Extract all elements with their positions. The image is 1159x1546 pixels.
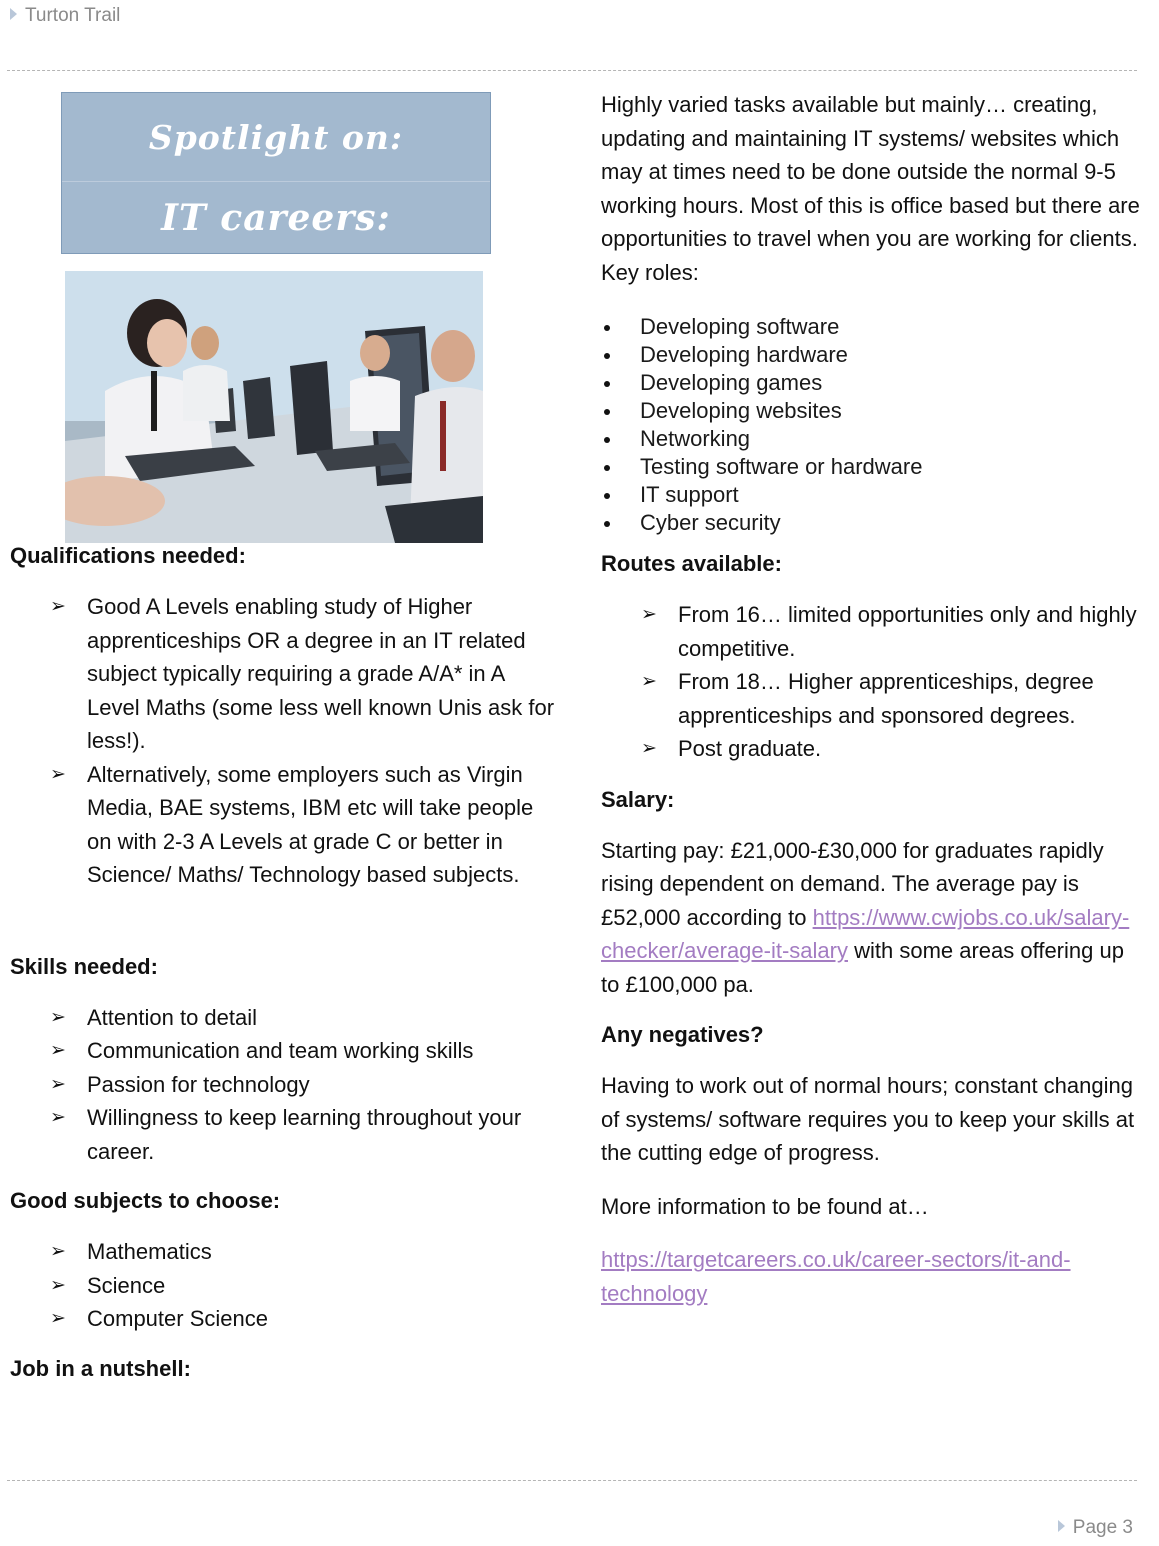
right-column	[601, 88, 1141, 1310]
office-photo-illustration	[65, 271, 483, 543]
negatives-heading: Any negatives?	[601, 1022, 764, 1047]
more-info-paragraph	[601, 1243, 1141, 1310]
qualifications-heading: Qualifications needed:	[10, 543, 246, 568]
spotlight-banner	[61, 92, 491, 254]
subject-item: ➢ Mathematics	[10, 1235, 560, 1269]
routes-heading: Routes available:	[601, 551, 782, 576]
header-marker-icon	[10, 8, 17, 20]
salary-paragraph	[601, 834, 1141, 1002]
role-item: Developing software	[601, 313, 1141, 341]
route-item: ➢ From 18… Higher apprenticeships, degree apprenticeships and sponsored degrees.	[601, 665, 1141, 732]
salary-text-after: with some areas offering up to £100,000 pa.	[601, 938, 1124, 997]
spotlight-title: Spotlight on:	[148, 117, 404, 157]
salary-text-before: Starting pay: £21,000-£30,000 for graduates rapidly rising dependent on demand. The average pay is £52,000 according to	[601, 837, 1104, 930]
footer-divider	[7, 1480, 1137, 1481]
qualification-item: ➢ Good A Levels enabling study of Higher apprenticeships OR a degree in an IT related subject typically requiring a grade A/A* in A Level Maths (some less well known Unis ask for less!).	[10, 590, 560, 758]
office-photo	[65, 271, 483, 543]
header-divider	[7, 70, 1137, 71]
subjects-heading: Good subjects to choose:	[10, 1188, 281, 1213]
header-title: Turton Trail	[25, 5, 121, 26]
skills-heading: Skills needed:	[10, 953, 158, 979]
role-item: Developing hardware	[601, 341, 1141, 369]
skill-item: ➢ Willingness to keep learning throughout your career.	[10, 1101, 560, 1168]
more-info-link[interactable]: https://targetcareers.co.uk/career-sectors/it-and-technology	[601, 1247, 1071, 1306]
route-item: ➢ Post graduate.	[601, 732, 1141, 766]
left-column	[10, 92, 560, 1382]
qualifications-list	[10, 590, 560, 892]
role-item: IT support	[601, 481, 1141, 509]
skill-item: ➢ Passion for technology	[10, 1068, 560, 1102]
intro-paragraph: Highly varied tasks available but mainly… creating, updating and maintaining IT systems/ websites which may at times need to be done outside the normal 9-5 working hours. Most of this is office based but there are opportunities to travel when you are working for clients. Key roles:	[601, 92, 1140, 285]
subject-item: ➢ Computer Science	[10, 1302, 560, 1336]
skill-item: ➢ Attention to detail	[10, 1001, 560, 1035]
role-item: Cyber security	[601, 509, 1141, 537]
nutshell-heading: Job in a nutshell:	[10, 1355, 191, 1381]
role-item: Networking	[601, 425, 1141, 453]
document-footer	[1058, 1517, 1133, 1539]
subjects-list	[10, 1235, 560, 1336]
skill-item: ➢ Communication and team working skills	[10, 1034, 560, 1068]
qualification-item: ➢ Alternatively, some employers such as Virgin Media, BAE systems, IBM etc will take people on with 2-3 A Levels at grade C or better in Science/ Maths/ Technology based subjects.	[10, 758, 560, 892]
routes-list	[601, 598, 1141, 766]
skills-list	[10, 1001, 560, 1169]
role-item: Testing software or hardware	[601, 453, 1141, 481]
salary-link[interactable]: https://www.cwjobs.co.uk/salary-checker/average-it-salary	[601, 904, 1130, 963]
document-header	[10, 5, 120, 27]
role-item: Developing games	[601, 369, 1141, 397]
salary-heading: Salary:	[601, 786, 675, 812]
subject-item: ➢ Science	[10, 1269, 560, 1303]
spotlight-subtitle: IT careers:	[161, 196, 391, 239]
roles-list	[601, 313, 1141, 537]
negatives-paragraph: Having to work out of normal hours; constant changing of systems/ software requires you to keep your skills at the cutting edge of progress.	[601, 1073, 1135, 1165]
more-info-text: More information to be found at…	[601, 1193, 929, 1219]
footer-marker-icon	[1058, 1520, 1065, 1532]
role-item: Developing websites	[601, 397, 1141, 425]
route-item: ➢ From 16… limited opportunities only and highly competitive.	[601, 598, 1141, 665]
page-number: Page 3	[1072, 1517, 1133, 1538]
